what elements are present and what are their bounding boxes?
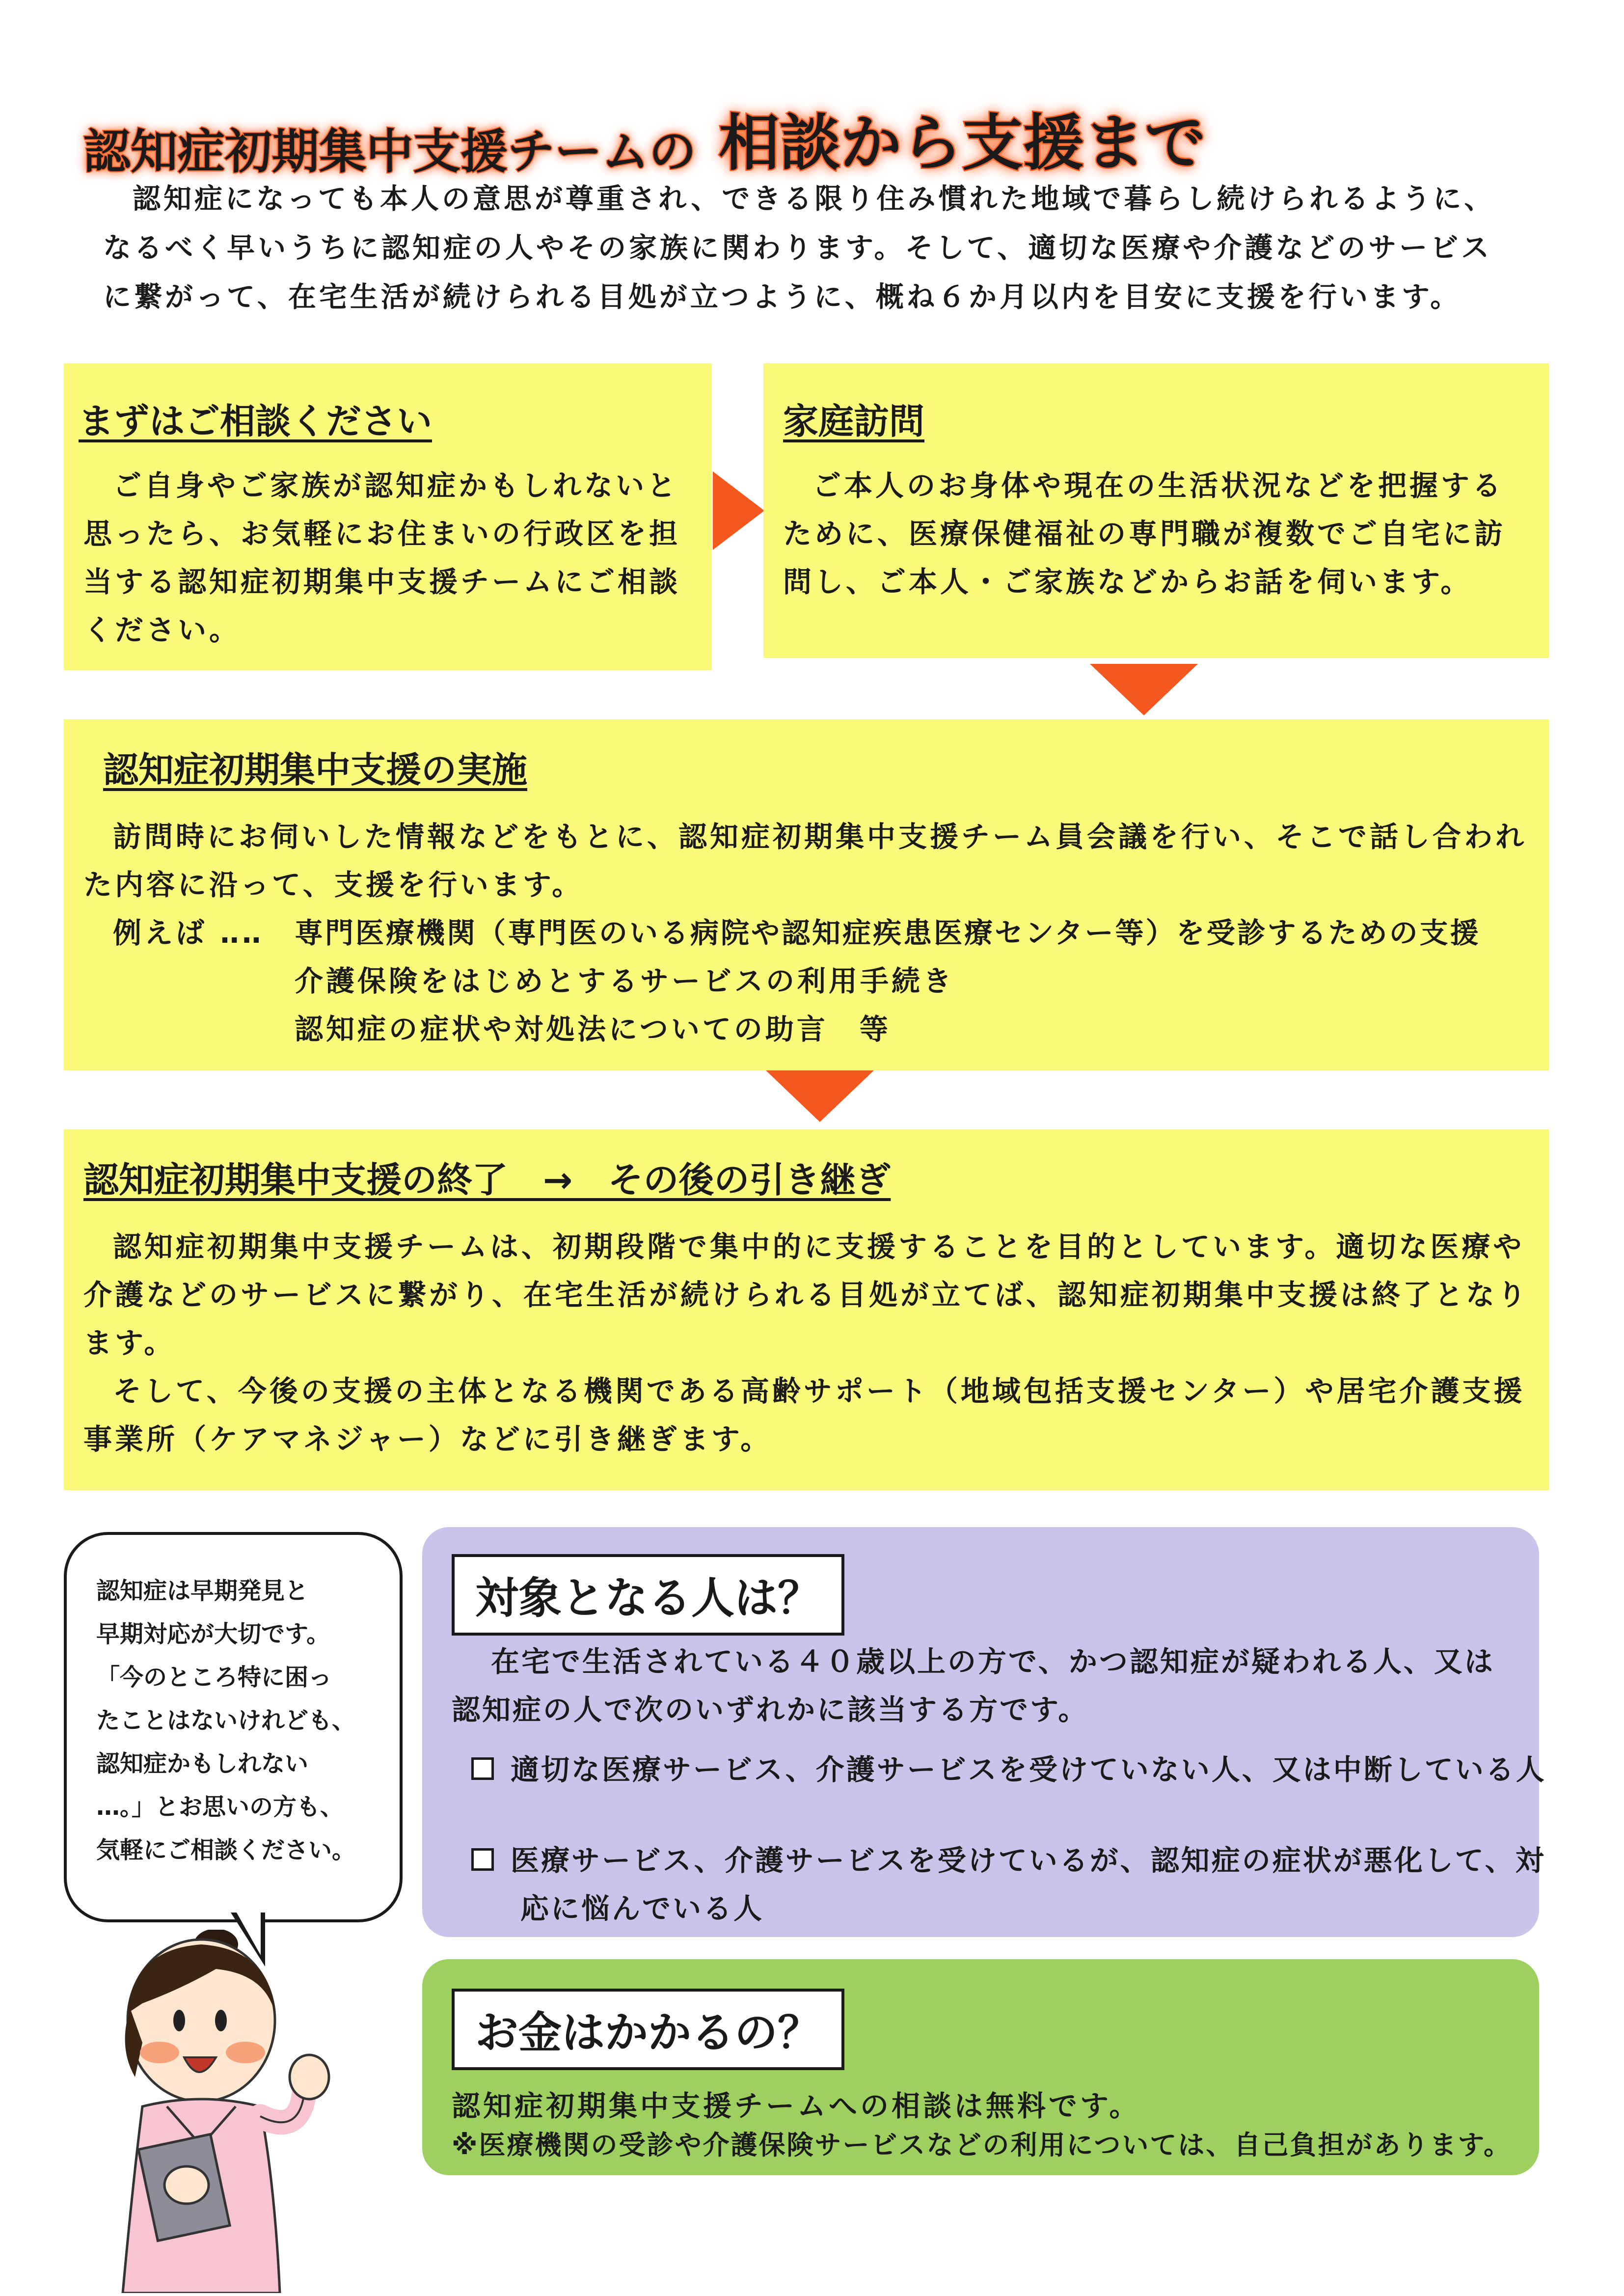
step-home-visit-heading: 家庭訪問 bbox=[783, 401, 925, 442]
step-end-heading: 認知症初期集中支援の終了 → その後の引き継ぎ bbox=[83, 1159, 891, 1201]
example-prefix: 例えば ‥‥ bbox=[113, 916, 264, 950]
title-part1: 認知症初期集中支援チームの bbox=[83, 124, 696, 179]
target-body: 在宅で生活されている４０歳以上の方で、かつ認知症が疑われる人、又は認知症の人で次のいずれかに該当する方です。 bbox=[452, 1645, 1495, 1726]
step-support-heading: 認知症初期集中支援の実施 bbox=[103, 749, 528, 791]
cost-line2: ※医療機関の受診や介護保険サービスなどの利用については、自己負担があります。 bbox=[452, 2130, 1512, 2160]
step-end-body2: そして、今後の支援の主体となる機関である高齢サポート（地域包括支援センター）や居宅介護支援事業所（ケアマネジャー）などに引き継ぎます。 bbox=[83, 1374, 1525, 1456]
page-title bbox=[83, 93, 1507, 182]
target-item bbox=[471, 1836, 1556, 1933]
cost-line1: 認知症初期集中支援チームへの相談は無料です。 bbox=[452, 2089, 1141, 2123]
title-part2: 相談から支援まで bbox=[719, 108, 1206, 179]
step-consult-body: ご自身やご家族が認知症かもしれないと思ったら、お気軽にお住まいの行政区を担当する認知症初期集中支援チームにご相談ください。 bbox=[83, 469, 681, 647]
target-item bbox=[471, 1746, 1556, 1794]
step-home-visit-box bbox=[763, 363, 1549, 658]
step-support-body: 訪問時にお伺いした情報などをもとに、認知症初期集中支援チーム員会議を行い、そこで話し合われた内容に沿って、支援を行います。 bbox=[83, 820, 1527, 902]
cost-box bbox=[422, 1959, 1539, 2175]
arrow-down-icon bbox=[766, 1070, 874, 1122]
step-support-box bbox=[64, 719, 1549, 1070]
checkbox-icon bbox=[471, 1757, 494, 1780]
speech-bubble bbox=[64, 1532, 403, 1922]
target-persons-box bbox=[422, 1527, 1546, 1937]
arrow-down-icon bbox=[1090, 664, 1198, 715]
step-end-box bbox=[64, 1129, 1549, 1490]
speech-bubble-text: 認知症は早期発見と 早期対応が大切です。 「今のところ特に困っ たことはないけれども、 認知症かもしれない …。」とお思いの方も、 気軽にご相談ください。 bbox=[96, 1577, 356, 1864]
step-end-body1: 認知症初期集中支援チームは、初期段階で集中的に支援することを目的としています。適切な医療や介護などのサービスに繋がり、在宅生活が続けられる目処が立てば、認知症初期集中支援は終了となります。 bbox=[83, 1230, 1529, 1360]
example-item: 認知症の症状や対処法についての助言 等 bbox=[295, 1012, 891, 1046]
step-consult-heading: まずはご相談ください bbox=[79, 401, 433, 442]
cost-heading: お金はかかるの？ bbox=[452, 1989, 844, 2070]
example-item: 介護保険をはじめとするサービスの利用手続き bbox=[295, 964, 955, 998]
intro-paragraph: 認知症になっても本人の意思が尊重され、できる限り住み慣れた地域で暮らし続けられるように、なるべく早いうちに認知症の人やその家族に関わります。そして、適切な医療や介護などのサービスに繋がって、在宅生活が続けられる目処が立つように、概ね６か月以内を目安に支援を行います。 bbox=[103, 183, 1495, 313]
step-consult-box bbox=[64, 363, 712, 670]
target-item-text: 適切な医療サービス、介護サービスを受けていない人、又は中断している人 bbox=[511, 1753, 1546, 1786]
checkbox-icon bbox=[471, 1848, 494, 1871]
nurse-character-illustration bbox=[69, 1930, 344, 2293]
target-item-text: 医療サービス、介護サービスを受けているが、認知症の症状が悪化して、対応に悩んでいる人 bbox=[511, 1844, 1546, 1925]
step-home-visit-body: ご本人のお身体や現在の生活状況などを把握するために、医療保健福祉の専門職が複数でご自宅に訪問し、ご本人・ご家族などからお話を伺います。 bbox=[783, 469, 1506, 599]
target-heading: 対象となる人は？ bbox=[452, 1554, 844, 1636]
example-item: 専門医療機関（専門医のいる病院や認知症疾患医療センター等）を受診するための支援 bbox=[295, 916, 1481, 950]
arrow-right-icon bbox=[713, 471, 764, 550]
